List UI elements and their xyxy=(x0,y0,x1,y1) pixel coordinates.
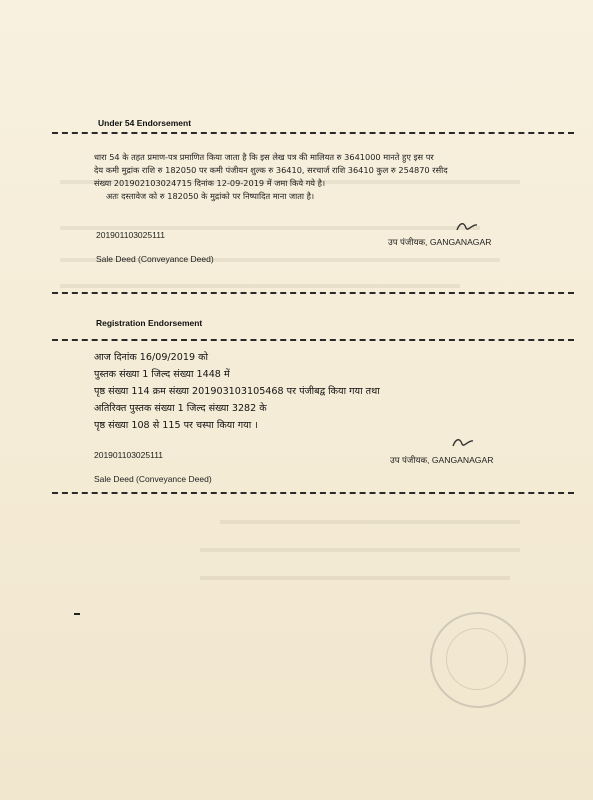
registration-officer: उप पंजीयक, GANGANAGAR xyxy=(390,455,494,465)
registration-line: पृष्ठ संख्या 114 क्रम संख्या 201903103105468 पर पंजीबद्व किया गया तथा xyxy=(94,386,380,397)
ink-mark xyxy=(74,613,80,615)
endorsement-54-officer: उप पंजीयक, GANGANAGAR xyxy=(388,237,492,247)
endorsement-54-heading: Under 54 Endorsement xyxy=(98,118,192,128)
paragraph-line: संख्या 201902103024715 दिनांक 12-09-2019 में जमा किये गये है। xyxy=(94,178,326,188)
paragraph-line: देय कमी मुद्रांक राशि रु 182050 पर कमी पंजीयन शुल्क रु 36410, सरचार्ज राशि 36410 कुल रु 254870 रसीद xyxy=(94,165,448,175)
registration-heading: Registration Endorsement xyxy=(96,318,203,328)
registration-line: अतिरिक्त पुस्तक संख्या 1 जिल्द संख्या 3282 के xyxy=(94,403,267,414)
endorsement-54-doc-type: Sale Deed (Conveyance Deed) xyxy=(96,254,214,264)
section-divider xyxy=(52,292,574,294)
registration-text xyxy=(94,349,380,434)
paragraph-line: धारा 54 के तहत प्रमाण-पत्र प्रमाणित किया जाता है कि इस लेख पत्र की मालियत रु 3641000 मानते हुए इस पर xyxy=(94,152,434,162)
signature-icon xyxy=(452,437,474,449)
registration-doc-number: 201901103025111 xyxy=(94,450,164,460)
registration-line: पृष्ठ संख्या 108 से 115 पर चस्पा किया गया । xyxy=(94,420,258,431)
bleed-through-line xyxy=(220,520,520,524)
registration-line: पुस्तक संख्या 1 जिल्द संख्या 1448 में xyxy=(94,369,230,380)
endorsement-54-doc-number: 201901103025111 xyxy=(96,230,166,240)
endorsement-54-paragraph xyxy=(94,151,448,203)
bleed-through-line xyxy=(200,576,510,580)
bleed-through-line xyxy=(200,548,520,552)
registration-line: आज दिनांक 16/09/2019 को xyxy=(94,352,208,363)
section-divider xyxy=(52,132,574,134)
section-divider xyxy=(52,339,574,341)
bleed-through-line xyxy=(60,284,460,288)
registration-doc-type: Sale Deed (Conveyance Deed) xyxy=(94,474,212,484)
stamp-note: अतः दस्तावेज को रु 182050 के मुद्रांको पर निष्पादित माना जाता है। xyxy=(106,191,315,201)
section-divider xyxy=(52,492,574,494)
signature-icon xyxy=(456,221,478,233)
faint-seal-icon xyxy=(430,612,526,708)
